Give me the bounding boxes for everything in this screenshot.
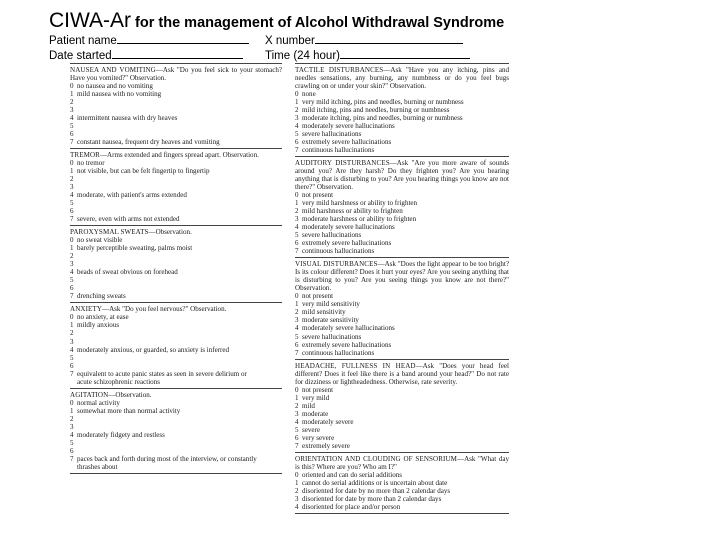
score-number: 7 bbox=[70, 215, 74, 224]
section-anxiety bbox=[70, 303, 282, 388]
score-number: 2 bbox=[295, 486, 299, 495]
score-number: 4 bbox=[295, 324, 299, 333]
score-option[interactable] bbox=[295, 239, 509, 247]
score-description: oriented and can do serial additions bbox=[302, 470, 402, 479]
score-description: no anxiety, at ease bbox=[77, 313, 129, 322]
section-prompt: —Ask "Do you feel nervous?" Observation. bbox=[102, 305, 227, 314]
score-description: cannot do serial additions or is uncertain about date bbox=[302, 478, 448, 487]
score-option[interactable] bbox=[70, 431, 282, 439]
score-number: 2 bbox=[70, 414, 74, 423]
score-number: 7 bbox=[295, 247, 299, 256]
score-option[interactable] bbox=[295, 324, 509, 332]
score-description: very mild itching, pins and needles, burning or numbness bbox=[302, 98, 464, 107]
score-number: 3 bbox=[70, 260, 74, 269]
score-number: 0 bbox=[70, 159, 74, 168]
score-number: 1 bbox=[295, 300, 299, 309]
section-orientation-and-clouding-of-sensorium bbox=[295, 453, 509, 514]
section-heading: ANXIETY bbox=[70, 305, 103, 314]
score-number: 3 bbox=[295, 494, 299, 503]
score-number: 5 bbox=[70, 199, 74, 208]
score-option[interactable] bbox=[70, 252, 282, 260]
section-tremor bbox=[70, 149, 282, 226]
score-option[interactable] bbox=[295, 122, 509, 130]
score-option[interactable] bbox=[70, 122, 282, 130]
score-description: no sweat visible bbox=[77, 236, 123, 245]
section-prompt: —Ask "Does the light appear to be too bright? Is its colour different? Does it hurt your eyes? Are you seeing anything that is disturbing to you? Are you seeing things you know are not there?" Observation. bbox=[295, 260, 509, 293]
score-option[interactable] bbox=[295, 106, 509, 114]
form-title bbox=[49, 9, 504, 33]
section-prompt: —Arms extended and fingers spread apart. Observation. bbox=[99, 151, 259, 160]
score-option[interactable] bbox=[295, 130, 509, 138]
score-description: somewhat more than normal activity bbox=[77, 406, 181, 415]
score-description: extremely severe hallucinations bbox=[302, 138, 392, 147]
score-number: 2 bbox=[295, 401, 299, 410]
score-number: 5 bbox=[295, 231, 299, 240]
score-number: 2 bbox=[295, 207, 299, 216]
score-number: 4 bbox=[295, 122, 299, 131]
form-title-main: CIWA-Ar bbox=[49, 9, 132, 32]
score-option[interactable] bbox=[295, 199, 509, 207]
score-number: 5 bbox=[70, 122, 74, 131]
score-option[interactable] bbox=[295, 503, 509, 511]
score-number: 0 bbox=[70, 313, 74, 322]
score-option[interactable] bbox=[70, 276, 282, 284]
score-description: continuous hallucinations bbox=[302, 146, 375, 155]
score-number: 4 bbox=[70, 268, 74, 277]
score-number: 4 bbox=[70, 191, 74, 200]
score-option[interactable] bbox=[295, 308, 509, 316]
left-scale-column bbox=[70, 63, 282, 474]
x-number-field[interactable] bbox=[265, 33, 463, 47]
score-number: 1 bbox=[295, 199, 299, 208]
score-number: 7 bbox=[70, 454, 74, 463]
score-number: 2 bbox=[295, 308, 299, 317]
score-description: mild sensitivity bbox=[302, 308, 346, 317]
score-description: very mild harshness or ability to frighten bbox=[302, 199, 418, 208]
score-description: no tremor bbox=[77, 159, 105, 168]
score-description: disoriented for date by no more than 2 calendar days bbox=[302, 486, 451, 495]
score-option[interactable] bbox=[295, 223, 509, 231]
score-description: mild bbox=[302, 401, 315, 410]
score-option[interactable] bbox=[70, 159, 282, 167]
score-description: severe, even with arms not extended bbox=[77, 215, 180, 224]
score-option[interactable] bbox=[295, 191, 509, 199]
score-description: extremely severe bbox=[302, 441, 350, 450]
score-option[interactable] bbox=[70, 455, 282, 463]
score-option[interactable] bbox=[70, 346, 282, 354]
section-auditory-disturbances bbox=[295, 157, 509, 258]
section-question bbox=[70, 391, 282, 399]
score-option[interactable] bbox=[70, 313, 282, 321]
score-option[interactable] bbox=[70, 138, 282, 146]
score-option[interactable] bbox=[70, 191, 282, 199]
section-heading: AGITATION bbox=[70, 390, 109, 399]
score-option[interactable] bbox=[70, 215, 282, 223]
score-description: moderately severe hallucinations bbox=[302, 324, 395, 333]
score-description: normal activity bbox=[77, 398, 120, 407]
score-number: 3 bbox=[295, 316, 299, 325]
score-option[interactable] bbox=[70, 321, 282, 329]
score-option[interactable] bbox=[70, 183, 282, 191]
section-question bbox=[70, 151, 282, 159]
score-number: 1 bbox=[70, 321, 74, 330]
score-description: continuous hallucinations bbox=[302, 247, 375, 256]
section-question bbox=[70, 305, 282, 313]
score-option[interactable] bbox=[295, 247, 509, 255]
score-option[interactable] bbox=[70, 114, 282, 122]
section-heading: AUDITORY DISTURBANCES bbox=[295, 159, 390, 168]
score-number: 0 bbox=[295, 385, 299, 394]
score-option[interactable] bbox=[70, 90, 282, 98]
score-description: very severe bbox=[302, 433, 335, 442]
score-option[interactable] bbox=[70, 260, 282, 268]
score-description: barely perceptible sweating, palms moist bbox=[77, 244, 193, 253]
score-number: 7 bbox=[70, 138, 74, 147]
score-option[interactable] bbox=[295, 292, 509, 300]
score-number: 3 bbox=[70, 106, 74, 115]
score-option[interactable] bbox=[70, 292, 282, 300]
score-description: moderate itching, pins and needles, burning or numbness bbox=[302, 114, 463, 123]
score-description: acute schizophrenic reactions bbox=[77, 377, 160, 386]
score-number: 6 bbox=[295, 340, 299, 349]
score-number: 7 bbox=[295, 441, 299, 450]
score-option[interactable] bbox=[70, 244, 282, 252]
score-number: 5 bbox=[70, 276, 74, 285]
score-option[interactable] bbox=[70, 399, 282, 407]
score-option[interactable] bbox=[70, 370, 282, 378]
score-description: moderate harshness or ability to frighten bbox=[302, 215, 417, 224]
patient-name-label: Patient name bbox=[49, 35, 117, 47]
section-prompt: —Ask "Have you any itching, pins and needles sensations, any burning, any numbness or do you feel bugs crawling on or under your skin?" Observation. bbox=[295, 66, 510, 91]
score-option[interactable] bbox=[295, 479, 509, 487]
score-number: 1 bbox=[70, 90, 74, 99]
score-number: 3 bbox=[70, 183, 74, 192]
section-prompt: —Ask "Does your head feel different? Does it feel like there is a band around your head?" Do not rate for dizziness or lightheadedness. Otherwise, rate severity. bbox=[295, 361, 509, 386]
score-option[interactable] bbox=[70, 106, 282, 114]
date-started-label: Date started bbox=[49, 50, 112, 62]
score-option[interactable] bbox=[295, 442, 509, 450]
score-description: extremely severe hallucinations bbox=[302, 239, 392, 248]
score-description: extremely severe hallucinations bbox=[302, 340, 392, 349]
score-number: 7 bbox=[295, 146, 299, 155]
score-option[interactable] bbox=[295, 426, 509, 434]
score-option[interactable] bbox=[295, 98, 509, 106]
score-option[interactable] bbox=[295, 207, 509, 215]
score-description: moderately severe hallucinations bbox=[302, 223, 395, 232]
section-visual-disturbances bbox=[295, 258, 509, 359]
score-option[interactable] bbox=[295, 402, 509, 410]
score-number: 1 bbox=[70, 244, 74, 253]
score-description: moderately anxious, or guarded, so anxiety is inferred bbox=[77, 345, 230, 354]
score-description: beads of sweat obvious on forehead bbox=[77, 268, 178, 277]
score-option[interactable] bbox=[70, 207, 282, 215]
score-option[interactable] bbox=[70, 175, 282, 183]
score-number: 3 bbox=[295, 409, 299, 418]
form-title-sub: for the management of Alcohol Withdrawal Syndrome bbox=[135, 15, 505, 31]
time-field[interactable] bbox=[265, 48, 470, 62]
score-number: 3 bbox=[295, 114, 299, 123]
score-number: 0 bbox=[295, 470, 299, 479]
score-number: 6 bbox=[70, 361, 74, 370]
score-number: 1 bbox=[295, 478, 299, 487]
section-prompt: —Observation. bbox=[108, 390, 152, 399]
score-option[interactable] bbox=[70, 415, 282, 423]
section-tactile-disturbances bbox=[295, 63, 509, 157]
x-number-line[interactable] bbox=[315, 33, 463, 44]
score-description: severe hallucinations bbox=[302, 231, 362, 240]
score-description: thrashes about bbox=[77, 462, 118, 471]
section-prompt: —Observation. bbox=[148, 228, 192, 237]
section-question bbox=[295, 159, 509, 191]
score-number: 1 bbox=[70, 406, 74, 415]
section-question bbox=[70, 66, 282, 82]
section-prompt: —Ask "Are you more aware of sounds around you? Are they harsh? Do they frighten you? Are you hearing anything that is disturbing to you? Are you hearing things you know are not there?" Observation. bbox=[295, 159, 509, 192]
score-option[interactable] bbox=[70, 236, 282, 244]
score-option[interactable] bbox=[70, 354, 282, 362]
score-option[interactable] bbox=[70, 338, 282, 346]
section-heading: PAROXYSMAL SWEATS bbox=[70, 228, 149, 237]
patient-name-field[interactable] bbox=[49, 33, 249, 47]
score-option[interactable] bbox=[295, 231, 509, 239]
score-number: 0 bbox=[70, 82, 74, 91]
x-number-label: X number bbox=[265, 35, 315, 47]
score-description: mild nausea with no vomiting bbox=[77, 90, 162, 99]
section-heading: HEADACHE, FULLNESS IN HEAD bbox=[295, 361, 416, 370]
score-number: 6 bbox=[295, 433, 299, 442]
score-option[interactable] bbox=[70, 378, 282, 386]
score-number: 6 bbox=[70, 130, 74, 139]
score-description: disoriented for place and/or person bbox=[302, 502, 401, 511]
score-option[interactable] bbox=[295, 333, 509, 341]
score-description: very mild sensitivity bbox=[302, 300, 360, 309]
section-question bbox=[295, 260, 509, 292]
score-number: 1 bbox=[295, 98, 299, 107]
score-number: 7 bbox=[70, 369, 74, 378]
score-option[interactable] bbox=[295, 138, 509, 146]
score-option[interactable] bbox=[295, 410, 509, 418]
section-heading: NAUSEA AND VOMITING bbox=[70, 66, 156, 74]
score-description: disoriented for date by more than 2 calendar days bbox=[302, 494, 442, 503]
score-option[interactable] bbox=[70, 167, 282, 175]
score-description: severe bbox=[302, 425, 320, 434]
score-option[interactable] bbox=[295, 434, 509, 442]
score-option[interactable] bbox=[70, 463, 282, 471]
score-number: 7 bbox=[295, 348, 299, 357]
score-number: 0 bbox=[70, 398, 74, 407]
score-option[interactable] bbox=[295, 215, 509, 223]
score-description: no nausea and no vomiting bbox=[77, 82, 153, 91]
score-number: 3 bbox=[295, 215, 299, 224]
score-option[interactable] bbox=[295, 394, 509, 402]
score-number: 2 bbox=[295, 106, 299, 115]
section-agitation bbox=[70, 389, 282, 474]
score-description: moderately severe hallucinations bbox=[302, 122, 395, 131]
score-number: 1 bbox=[295, 393, 299, 402]
score-option[interactable] bbox=[70, 82, 282, 90]
score-option[interactable] bbox=[295, 316, 509, 324]
score-number: 6 bbox=[295, 138, 299, 147]
score-option[interactable] bbox=[295, 471, 509, 479]
score-description: none bbox=[302, 90, 316, 99]
date-started-field[interactable] bbox=[49, 48, 243, 62]
score-option[interactable] bbox=[295, 386, 509, 394]
score-description: intermittent nausea with dry heaves bbox=[77, 114, 178, 123]
section-question bbox=[295, 455, 509, 471]
right-scale-column bbox=[295, 63, 509, 514]
score-description: severe hallucinations bbox=[302, 130, 362, 139]
score-option[interactable] bbox=[295, 114, 509, 122]
score-option[interactable] bbox=[295, 341, 509, 349]
score-description: mildly anxious bbox=[77, 321, 120, 330]
score-description: not present bbox=[302, 385, 334, 394]
section-prompt: —Ask "Do you feel sick to your stomach? Have you vomited?" Observation. bbox=[70, 66, 282, 83]
score-number: 5 bbox=[70, 438, 74, 447]
score-number: 2 bbox=[70, 329, 74, 338]
score-option[interactable] bbox=[70, 362, 282, 370]
score-description: very mild bbox=[302, 393, 330, 402]
score-number: 0 bbox=[295, 191, 299, 200]
score-number: 4 bbox=[70, 114, 74, 123]
score-description: moderately severe bbox=[302, 417, 354, 426]
score-number: 5 bbox=[295, 130, 299, 139]
section-question bbox=[295, 362, 509, 386]
section-paroxysmal-sweats bbox=[70, 226, 282, 303]
score-option[interactable] bbox=[295, 90, 509, 98]
score-number: 6 bbox=[70, 207, 74, 216]
score-option[interactable] bbox=[295, 487, 509, 495]
score-option[interactable] bbox=[70, 407, 282, 415]
section-heading: TACTILE DISTURBANCES bbox=[295, 66, 384, 74]
date-started-line[interactable] bbox=[112, 48, 243, 59]
score-option[interactable] bbox=[295, 349, 509, 357]
score-number: 6 bbox=[70, 446, 74, 455]
score-option[interactable] bbox=[295, 300, 509, 308]
score-number: 4 bbox=[70, 430, 74, 439]
section-headache-fullness-in-head bbox=[295, 360, 509, 453]
time-label: Time (24 hour) bbox=[265, 50, 340, 62]
score-number: 4 bbox=[295, 502, 299, 511]
score-number: 1 bbox=[70, 167, 74, 176]
score-description: not present bbox=[302, 292, 334, 301]
score-option[interactable] bbox=[70, 447, 282, 455]
score-option[interactable] bbox=[70, 329, 282, 337]
section-nausea-and-vomiting bbox=[70, 63, 282, 149]
section-heading: VISUAL DISTURBANCES bbox=[295, 260, 378, 269]
score-description: drenching sweats bbox=[77, 292, 126, 301]
score-number: 4 bbox=[70, 345, 74, 354]
score-number: 7 bbox=[70, 292, 74, 301]
score-option[interactable] bbox=[70, 268, 282, 276]
score-description: not visible, but can be felt fingertip to fingertip bbox=[77, 167, 210, 176]
score-number: 2 bbox=[70, 175, 74, 184]
score-description: severe hallucinations bbox=[302, 332, 362, 341]
score-option[interactable] bbox=[295, 146, 509, 154]
score-option[interactable] bbox=[70, 98, 282, 106]
score-number: 4 bbox=[295, 223, 299, 232]
score-description: constant nausea, frequent dry heaves and vomiting bbox=[77, 138, 220, 147]
section-question bbox=[295, 66, 509, 90]
score-number: 0 bbox=[295, 90, 299, 99]
section-question bbox=[70, 228, 282, 236]
score-number: 5 bbox=[70, 353, 74, 362]
score-number: 0 bbox=[70, 236, 74, 245]
score-number: 2 bbox=[70, 98, 74, 107]
score-number: 5 bbox=[295, 332, 299, 341]
section-heading: ORIENTATION AND CLOUDING OF SENSORIUM bbox=[295, 454, 458, 463]
score-description: mild harshness or ability to frighten bbox=[302, 207, 403, 216]
score-number: 3 bbox=[70, 337, 74, 346]
score-description: moderate, with patient's arms extended bbox=[77, 191, 187, 200]
section-heading: TREMOR bbox=[70, 151, 100, 160]
score-option[interactable] bbox=[70, 439, 282, 447]
score-description: moderately fidgety and restless bbox=[77, 430, 165, 439]
score-number: 2 bbox=[70, 252, 74, 261]
score-description: not present bbox=[302, 191, 334, 200]
score-option[interactable] bbox=[70, 423, 282, 431]
score-option[interactable] bbox=[295, 495, 509, 503]
score-description: paces back and forth during most of the interview, or constantly bbox=[77, 454, 257, 463]
patient-name-line[interactable] bbox=[117, 33, 249, 44]
score-number: 6 bbox=[70, 284, 74, 293]
score-number: 0 bbox=[295, 292, 299, 301]
score-description: continuous hallucinations bbox=[302, 348, 375, 357]
score-option[interactable] bbox=[295, 418, 509, 426]
score-option[interactable] bbox=[70, 284, 282, 292]
score-description: mild itching, pins and needles, burning or numbness bbox=[302, 106, 450, 115]
score-number: 3 bbox=[70, 422, 74, 431]
score-number: 4 bbox=[295, 417, 299, 426]
score-description: equivalent to acute panic states as seen in severe delirium or bbox=[77, 369, 247, 378]
score-description: moderate bbox=[302, 409, 329, 418]
section-prompt: —Ask "What day is this? Where are you? Who am I?" bbox=[295, 454, 509, 471]
time-line[interactable] bbox=[340, 48, 470, 59]
score-description: moderate sensitivity bbox=[302, 316, 359, 325]
score-option[interactable] bbox=[70, 130, 282, 138]
score-number: 6 bbox=[295, 239, 299, 248]
score-option[interactable] bbox=[70, 199, 282, 207]
score-number: 5 bbox=[295, 425, 299, 434]
